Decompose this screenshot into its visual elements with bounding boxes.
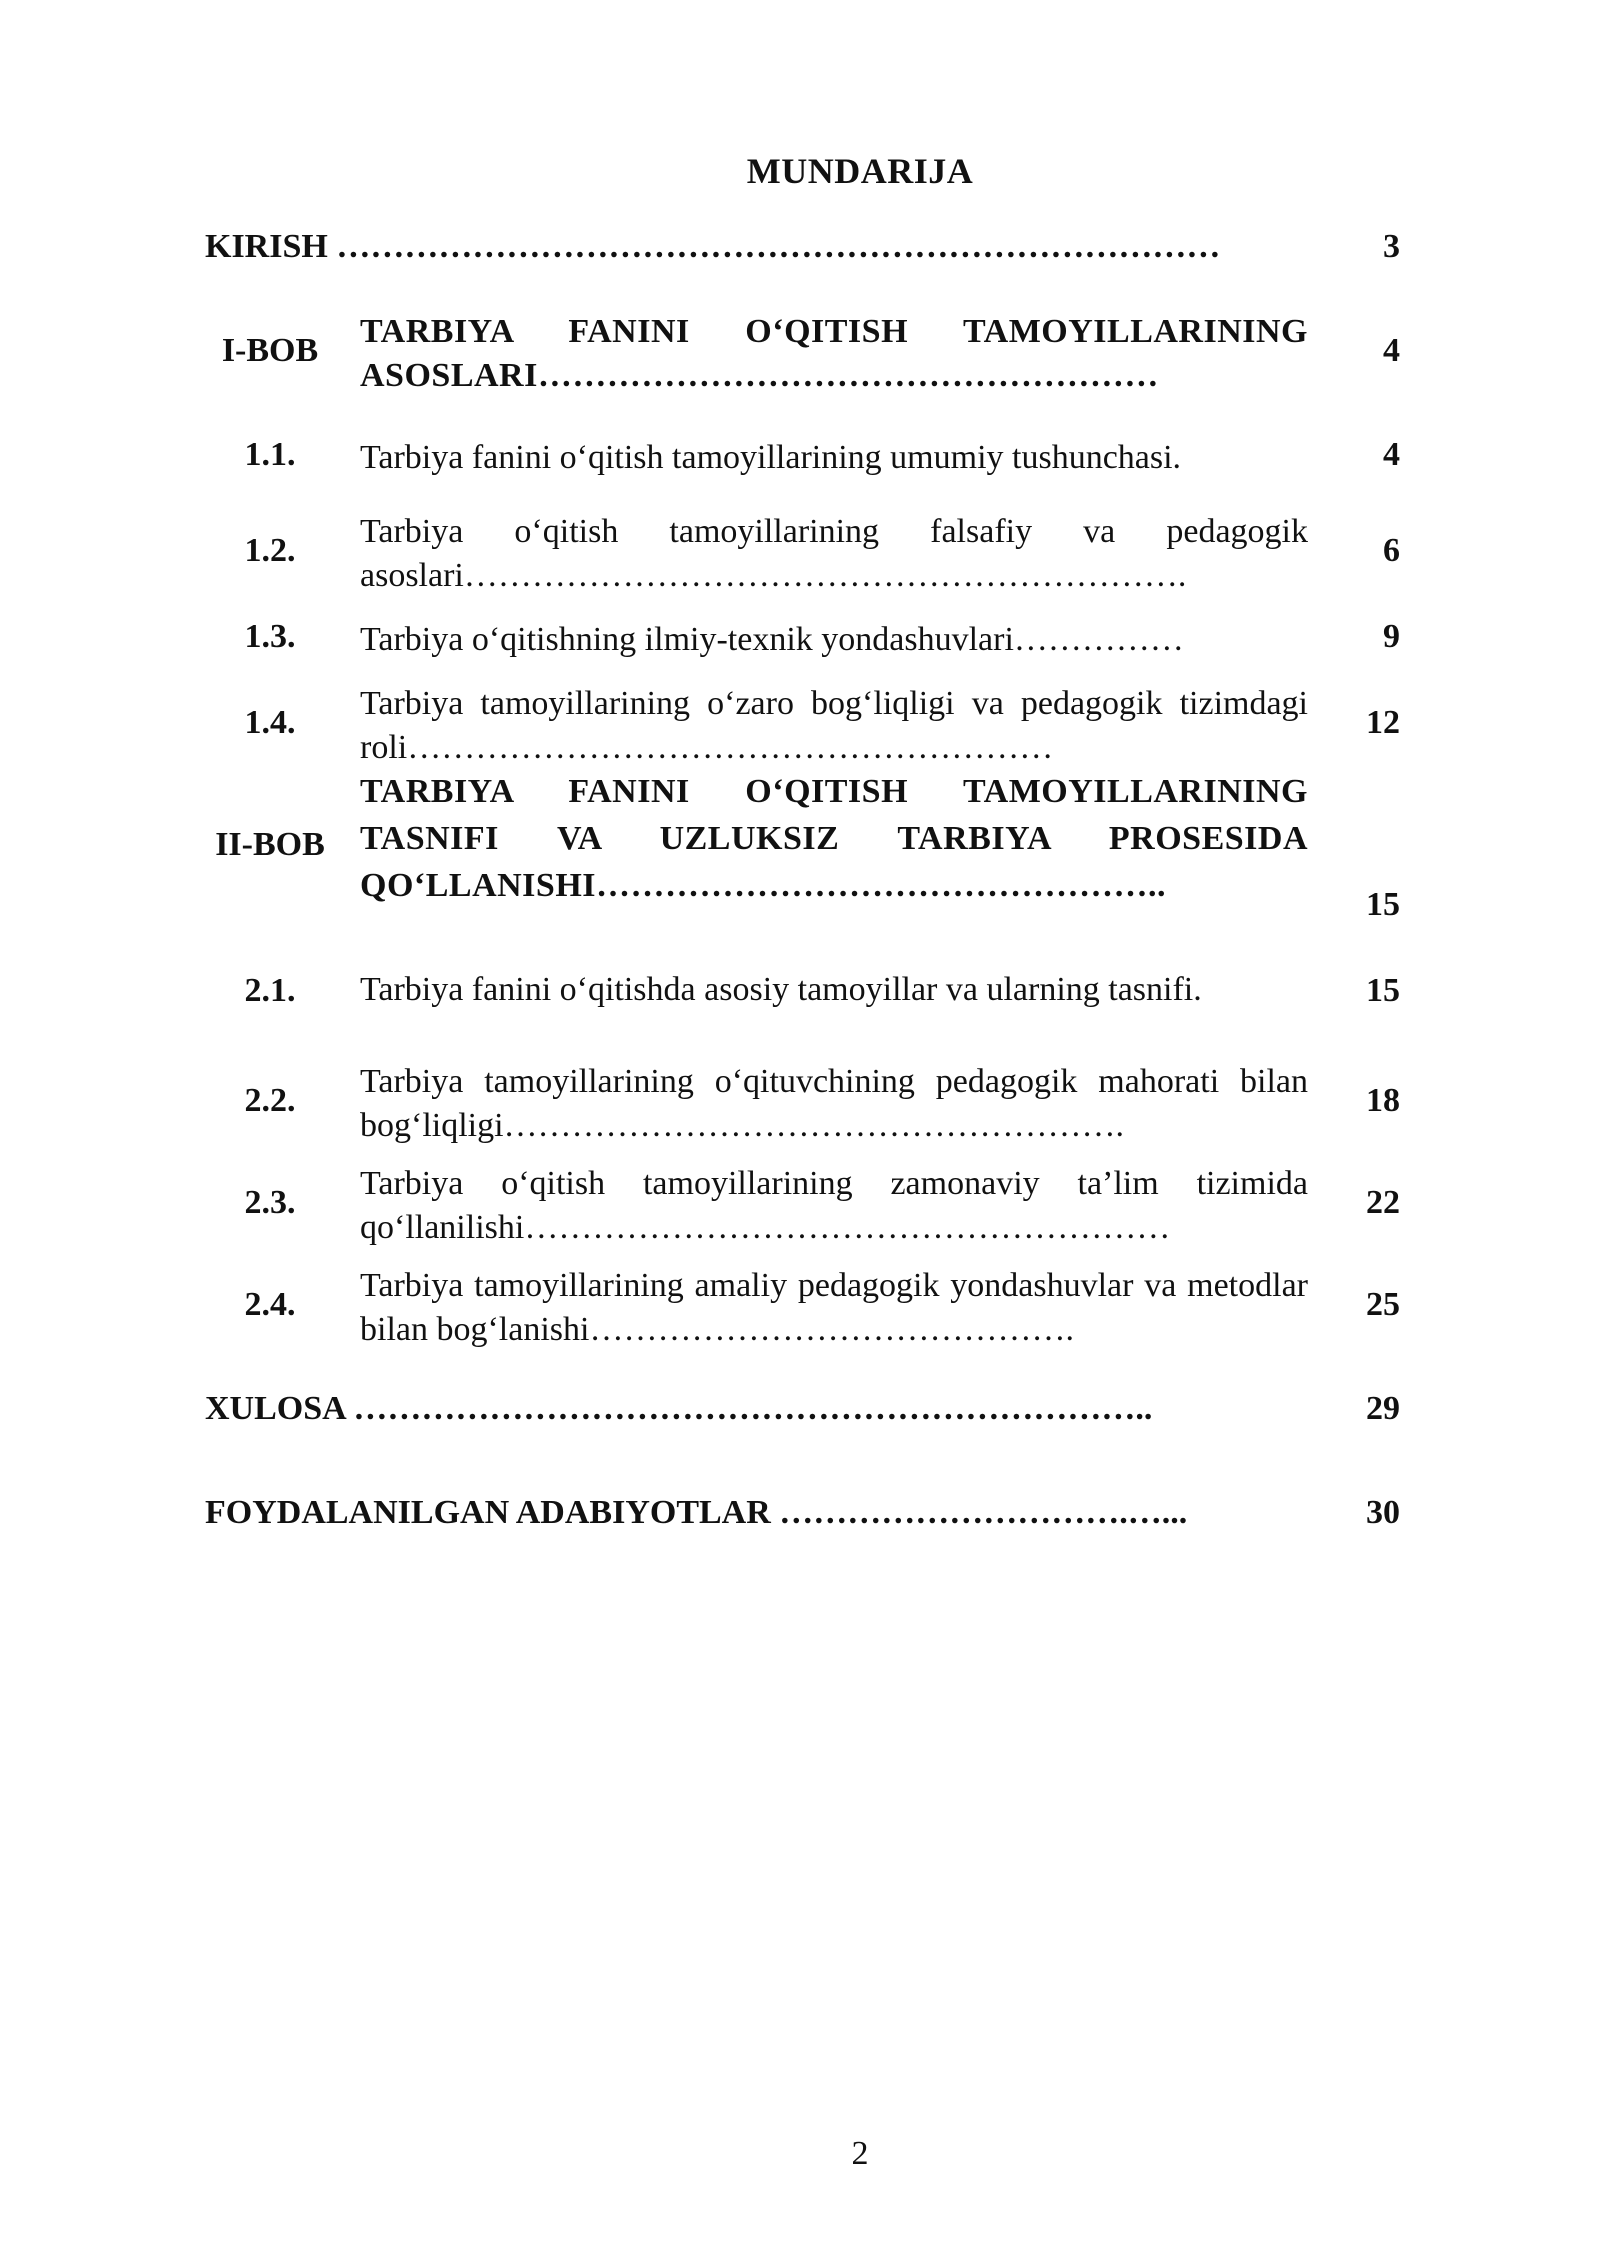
page-title: MUNDARIJA bbox=[746, 151, 974, 191]
section-title: Tarbiya fanini o‘qitish tamoyillarining umumiy tushunchasi. bbox=[360, 439, 1182, 476]
toc-page-number: 15 bbox=[1366, 886, 1400, 923]
section-title: Tarbiya o‘qitish tamoyillarining falsafiy va pedagogik asoslari………………………………………………………. bbox=[360, 513, 1308, 594]
toc-section-1-2[interactable] bbox=[205, 510, 1400, 598]
toc-entry-label: KIRISH …………………………………………………………………… bbox=[205, 228, 1221, 265]
toc-section-2-1[interactable] bbox=[205, 968, 1400, 1012]
chapter-title: TARBIYA FANINI O‘QITISH TAMOYILLARINING TASNIFI VA UZLUKSIZ TARBIYA PROSESIDA QO‘LLANISHI………………………………………….. bbox=[360, 773, 1308, 904]
section-title: Tarbiya o‘qitish tamoyillarining zamonaviy ta’lim tizimida qo‘llanilishi………………………………………………… bbox=[360, 1165, 1308, 1246]
toc-chapter-2[interactable] bbox=[205, 768, 1400, 928]
section-number: 1.3. bbox=[244, 618, 296, 655]
toc-page-number: 4 bbox=[1383, 332, 1400, 369]
toc-chapter-1[interactable] bbox=[205, 310, 1400, 400]
toc-entry-label: FOYDALANILGAN ADABIYOTLAR ………………………….…... bbox=[205, 1494, 1188, 1531]
section-title: Tarbiya tamoyillarining o‘qituvchining pedagogik mahorati bilan bog‘liqligi………………………………………………. bbox=[360, 1063, 1308, 1144]
toc-page-number: 15 bbox=[1366, 972, 1400, 1009]
section-number: 2.2. bbox=[244, 1082, 296, 1119]
section-number: 1.2. bbox=[244, 532, 296, 569]
toc-page-number: 18 bbox=[1366, 1082, 1400, 1119]
section-title: Tarbiya tamoyillarining o‘zaro bog‘liqligi va pedagogik tizimdagi roli………………………………………………… bbox=[360, 685, 1308, 766]
toc-page-number: 29 bbox=[1366, 1390, 1400, 1427]
section-title: Tarbiya fanini o‘qitishda asosiy tamoyillar va ularning tasnifi. bbox=[360, 971, 1202, 1008]
toc-entry-intro[interactable] bbox=[205, 228, 1400, 272]
toc-entry-references[interactable] bbox=[205, 1494, 1400, 1538]
chapter-number: II-BOB bbox=[215, 826, 325, 863]
toc-page-number: 6 bbox=[1383, 532, 1400, 569]
toc-section-1-1[interactable] bbox=[205, 436, 1400, 480]
toc-page-number: 25 bbox=[1366, 1286, 1400, 1323]
toc-page-number: 12 bbox=[1366, 704, 1400, 741]
chapter-number: I-BOB bbox=[221, 332, 319, 369]
toc-page-number: 9 bbox=[1383, 618, 1400, 655]
toc-entry-conclusion[interactable] bbox=[205, 1390, 1400, 1434]
toc-page-number: 22 bbox=[1366, 1184, 1400, 1221]
section-number: 1.1. bbox=[244, 436, 296, 473]
toc-section-1-4[interactable] bbox=[205, 682, 1400, 770]
chapter-title: TARBIYA FANINI O‘QITISH TAMOYILLARINING ASOSLARI……………………………………………… bbox=[360, 313, 1308, 394]
page-number-footer: 2 bbox=[851, 2135, 869, 2172]
section-number: 2.4. bbox=[244, 1286, 296, 1323]
toc-page-number: 3 bbox=[1383, 228, 1400, 265]
section-number: 2.3. bbox=[244, 1184, 296, 1221]
toc-page-number: 4 bbox=[1383, 436, 1400, 473]
toc-section-2-3[interactable] bbox=[205, 1162, 1400, 1250]
toc-section-2-2[interactable] bbox=[205, 1060, 1400, 1148]
section-title: Tarbiya tamoyillarining amaliy pedagogik yondashuvlar va metodlar bilan bog‘lanishi……………………………………. bbox=[360, 1267, 1308, 1348]
section-number: 1.4. bbox=[244, 704, 296, 741]
section-number: 2.1. bbox=[244, 972, 296, 1009]
toc-page-number: 30 bbox=[1366, 1494, 1400, 1531]
toc-entry-label: XULOSA …………………………………………………………….. bbox=[205, 1390, 1153, 1427]
section-title: Tarbiya o‘qitishning ilmiy-texnik yondashuvlari…………… bbox=[360, 621, 1184, 658]
toc-section-1-3[interactable] bbox=[205, 618, 1400, 662]
toc-section-2-4[interactable] bbox=[205, 1264, 1400, 1352]
